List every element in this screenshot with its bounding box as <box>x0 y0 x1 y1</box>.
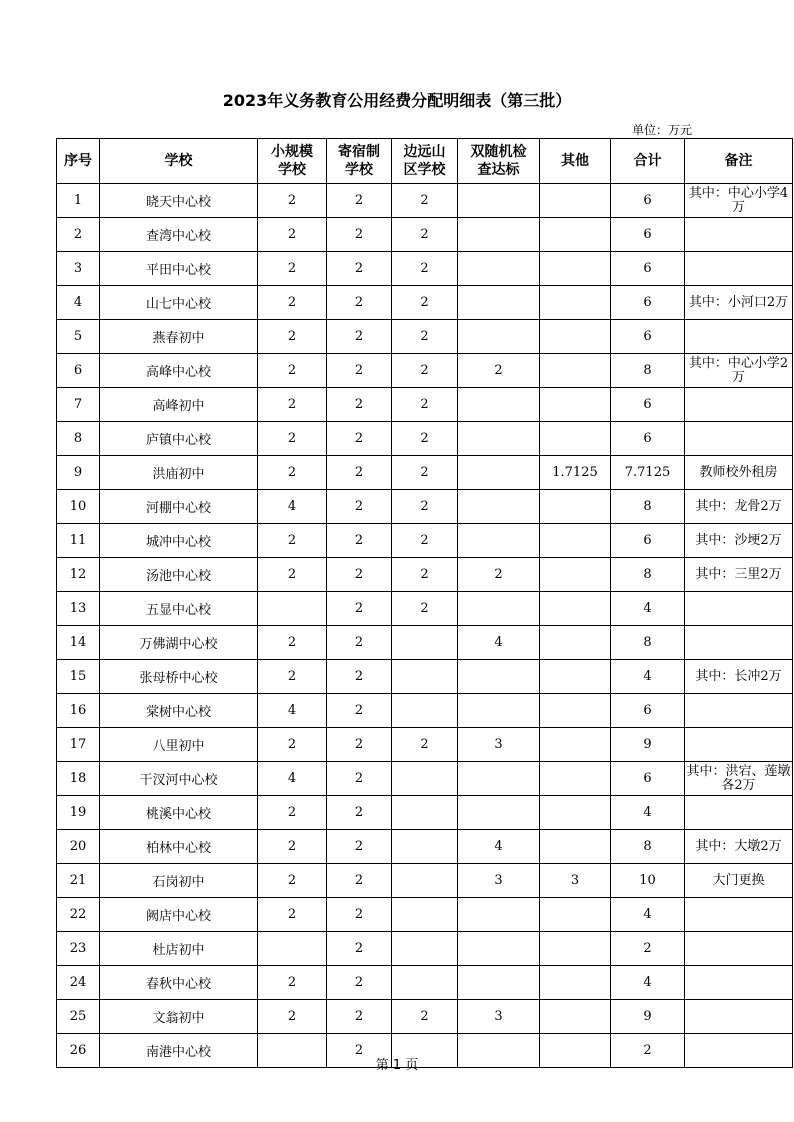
cell-no: 4 <box>57 286 100 320</box>
cell-small-scale: 2 <box>258 864 327 898</box>
cell-school: 晓天中心校 <box>100 184 258 218</box>
table-row <box>57 388 793 422</box>
cell-remarks <box>685 252 793 286</box>
cell-total: 8 <box>611 830 685 864</box>
cell-no: 22 <box>57 898 100 932</box>
table-row <box>57 626 793 660</box>
cell-boarding: 2 <box>327 660 392 694</box>
cell-no: 5 <box>57 320 100 354</box>
cell-boarding: 2 <box>327 184 392 218</box>
cell-other <box>540 184 611 218</box>
cell-small-scale: 2 <box>258 252 327 286</box>
cell-small-scale: 2 <box>258 728 327 762</box>
cell-check <box>458 490 540 524</box>
cell-boarding: 2 <box>327 558 392 592</box>
cell-total: 6 <box>611 694 685 728</box>
allocation-table <box>56 138 793 1068</box>
cell-school: 平田中心校 <box>100 252 258 286</box>
cell-remarks <box>685 1000 793 1034</box>
cell-total: 6 <box>611 422 685 456</box>
cell-check <box>458 184 540 218</box>
cell-total: 10 <box>611 864 685 898</box>
cell-small-scale: 2 <box>258 796 327 830</box>
cell-total: 8 <box>611 490 685 524</box>
cell-remote <box>392 626 458 660</box>
cell-remote: 2 <box>392 218 458 252</box>
cell-no: 13 <box>57 592 100 626</box>
cell-other <box>540 694 611 728</box>
cell-no: 26 <box>57 1034 100 1068</box>
cell-total: 6 <box>611 388 685 422</box>
cell-remote: 2 <box>392 558 458 592</box>
cell-total: 2 <box>611 932 685 966</box>
cell-check <box>458 762 540 796</box>
cell-remarks: 其中：小河口2万 <box>685 286 793 320</box>
cell-other <box>540 422 611 456</box>
cell-remote: 2 <box>392 388 458 422</box>
cell-remarks <box>685 388 793 422</box>
cell-remote: 2 <box>392 252 458 286</box>
cell-boarding: 2 <box>327 1000 392 1034</box>
cell-no: 10 <box>57 490 100 524</box>
header-remarks: 备注 <box>685 139 793 184</box>
cell-total: 8 <box>611 626 685 660</box>
cell-other <box>540 898 611 932</box>
cell-remarks <box>685 626 793 660</box>
cell-remarks: 其中：龙骨2万 <box>685 490 793 524</box>
cell-school: 石岗初中 <box>100 864 258 898</box>
cell-remote: 2 <box>392 490 458 524</box>
cell-boarding: 2 <box>327 694 392 728</box>
cell-school: 桃溪中心校 <box>100 796 258 830</box>
cell-small-scale: 2 <box>258 898 327 932</box>
cell-boarding: 2 <box>327 762 392 796</box>
cell-school: 城冲中心校 <box>100 524 258 558</box>
cell-small-scale: 2 <box>258 966 327 1000</box>
cell-remarks: 教师校外租房 <box>685 456 793 490</box>
cell-remote: 2 <box>392 592 458 626</box>
cell-total: 4 <box>611 592 685 626</box>
cell-boarding: 2 <box>327 422 392 456</box>
cell-remote <box>392 694 458 728</box>
cell-other <box>540 320 611 354</box>
cell-remarks: 其中：中心小学4万 <box>685 184 793 218</box>
cell-other <box>540 796 611 830</box>
cell-total: 6 <box>611 184 685 218</box>
cell-boarding: 2 <box>327 1034 392 1068</box>
unit-label: 单位：万元 <box>632 123 693 137</box>
cell-small-scale: 4 <box>258 694 327 728</box>
cell-check: 3 <box>458 1000 540 1034</box>
cell-remote <box>392 966 458 1000</box>
cell-check <box>458 898 540 932</box>
cell-remarks: 其中：三里2万 <box>685 558 793 592</box>
table-row <box>57 660 793 694</box>
cell-boarding: 2 <box>327 626 392 660</box>
cell-no: 20 <box>57 830 100 864</box>
table-row <box>57 252 793 286</box>
cell-school: 棠树中心校 <box>100 694 258 728</box>
cell-remarks: 其中：大墩2万 <box>685 830 793 864</box>
cell-other <box>540 524 611 558</box>
cell-check <box>458 388 540 422</box>
header-remote: 边远山 区学校 <box>392 139 458 184</box>
cell-total: 6 <box>611 218 685 252</box>
cell-check <box>458 796 540 830</box>
cell-check: 3 <box>458 728 540 762</box>
cell-check: 4 <box>458 830 540 864</box>
cell-check <box>458 218 540 252</box>
cell-remote: 2 <box>392 320 458 354</box>
cell-school: 张母桥中心校 <box>100 660 258 694</box>
cell-no: 3 <box>57 252 100 286</box>
cell-boarding: 2 <box>327 728 392 762</box>
cell-check <box>458 286 540 320</box>
cell-other <box>540 252 611 286</box>
cell-boarding: 2 <box>327 286 392 320</box>
cell-remote <box>392 660 458 694</box>
cell-school: 燕春初中 <box>100 320 258 354</box>
cell-other <box>540 932 611 966</box>
cell-total: 9 <box>611 728 685 762</box>
page-title: 2023年义务教育公用经费分配明细表（第三批） <box>222 91 572 110</box>
cell-small-scale: 2 <box>258 1000 327 1034</box>
cell-check <box>458 932 540 966</box>
cell-remarks <box>685 932 793 966</box>
table-row <box>57 932 793 966</box>
cell-school: 南港中心校 <box>100 1034 258 1068</box>
cell-small-scale: 2 <box>258 558 327 592</box>
cell-check <box>458 660 540 694</box>
cell-remote <box>392 830 458 864</box>
header-row <box>57 139 793 184</box>
cell-no: 17 <box>57 728 100 762</box>
cell-other <box>540 1000 611 1034</box>
cell-remarks <box>685 592 793 626</box>
table-row <box>57 320 793 354</box>
cell-school: 高峰初中 <box>100 388 258 422</box>
cell-remote <box>392 864 458 898</box>
cell-remarks <box>685 422 793 456</box>
table-row <box>57 728 793 762</box>
cell-school: 山七中心校 <box>100 286 258 320</box>
table-row <box>57 286 793 320</box>
cell-boarding: 2 <box>327 796 392 830</box>
header-check: 双随机检 查达标 <box>458 139 540 184</box>
cell-other <box>540 558 611 592</box>
cell-other <box>540 762 611 796</box>
cell-remarks: 其中：沙埂2万 <box>685 524 793 558</box>
cell-other <box>540 218 611 252</box>
cell-no: 21 <box>57 864 100 898</box>
table-row <box>57 694 793 728</box>
cell-boarding: 2 <box>327 354 392 388</box>
cell-no: 12 <box>57 558 100 592</box>
cell-small-scale: 2 <box>258 660 327 694</box>
cell-remote: 2 <box>392 456 458 490</box>
cell-total: 6 <box>611 286 685 320</box>
cell-small-scale: 4 <box>258 762 327 796</box>
cell-boarding: 2 <box>327 218 392 252</box>
cell-remote <box>392 932 458 966</box>
cell-boarding: 2 <box>327 388 392 422</box>
cell-small-scale: 2 <box>258 388 327 422</box>
cell-school: 万佛湖中心校 <box>100 626 258 660</box>
cell-remarks <box>685 728 793 762</box>
cell-no: 9 <box>57 456 100 490</box>
cell-school: 文翁初中 <box>100 1000 258 1034</box>
cell-school: 查湾中心校 <box>100 218 258 252</box>
cell-small-scale: 2 <box>258 524 327 558</box>
cell-boarding: 2 <box>327 592 392 626</box>
table-row <box>57 490 793 524</box>
cell-remote <box>392 762 458 796</box>
cell-boarding: 2 <box>327 864 392 898</box>
cell-school: 八里初中 <box>100 728 258 762</box>
table-row <box>57 592 793 626</box>
cell-check <box>458 524 540 558</box>
cell-small-scale: 2 <box>258 422 327 456</box>
cell-check <box>458 252 540 286</box>
cell-small-scale: 2 <box>258 286 327 320</box>
cell-small-scale <box>258 932 327 966</box>
header-small-scale: 小规模 学校 <box>258 139 327 184</box>
cell-other <box>540 830 611 864</box>
cell-remarks: 大门更换 <box>685 864 793 898</box>
cell-remote <box>392 796 458 830</box>
table-row <box>57 966 793 1000</box>
cell-total: 2 <box>611 1034 685 1068</box>
cell-no: 6 <box>57 354 100 388</box>
cell-total: 8 <box>611 558 685 592</box>
cell-remarks <box>685 796 793 830</box>
table-row <box>57 422 793 456</box>
cell-no: 2 <box>57 218 100 252</box>
table-row <box>57 558 793 592</box>
cell-boarding: 2 <box>327 898 392 932</box>
cell-total: 8 <box>611 354 685 388</box>
cell-total: 6 <box>611 320 685 354</box>
table-body <box>57 184 793 1068</box>
header-other: 其他 <box>540 139 611 184</box>
header-total: 合计 <box>611 139 685 184</box>
cell-small-scale: 2 <box>258 320 327 354</box>
cell-school: 干汊河中心校 <box>100 762 258 796</box>
cell-school: 五显中心校 <box>100 592 258 626</box>
cell-other <box>540 626 611 660</box>
cell-remarks <box>685 966 793 1000</box>
table-row <box>57 354 793 388</box>
cell-boarding: 2 <box>327 524 392 558</box>
cell-remarks: 其中：中心小学2万 <box>685 354 793 388</box>
table-row <box>57 864 793 898</box>
header-no: 序号 <box>57 139 100 184</box>
cell-other <box>540 286 611 320</box>
cell-remarks <box>685 218 793 252</box>
cell-small-scale <box>258 592 327 626</box>
cell-school: 庐镇中心校 <box>100 422 258 456</box>
cell-remarks <box>685 898 793 932</box>
header-boarding: 寄宿制 学校 <box>327 139 392 184</box>
cell-total: 6 <box>611 524 685 558</box>
cell-remarks <box>685 694 793 728</box>
header-school: 学校 <box>100 139 258 184</box>
cell-other <box>540 660 611 694</box>
cell-boarding: 2 <box>327 252 392 286</box>
cell-no: 19 <box>57 796 100 830</box>
page-footer: 第 1 页 <box>375 1058 419 1073</box>
cell-school: 春秋中心校 <box>100 966 258 1000</box>
cell-check <box>458 456 540 490</box>
cell-school: 高峰中心校 <box>100 354 258 388</box>
cell-remote: 2 <box>392 524 458 558</box>
cell-school: 汤池中心校 <box>100 558 258 592</box>
cell-boarding: 2 <box>327 490 392 524</box>
cell-check <box>458 320 540 354</box>
table-row <box>57 830 793 864</box>
cell-remote: 2 <box>392 184 458 218</box>
cell-check: 2 <box>458 354 540 388</box>
cell-school: 柏林中心校 <box>100 830 258 864</box>
cell-no: 24 <box>57 966 100 1000</box>
cell-no: 25 <box>57 1000 100 1034</box>
cell-no: 15 <box>57 660 100 694</box>
cell-check: 3 <box>458 864 540 898</box>
cell-boarding: 2 <box>327 456 392 490</box>
cell-check: 2 <box>458 558 540 592</box>
cell-total: 9 <box>611 1000 685 1034</box>
table-row <box>57 524 793 558</box>
table-row <box>57 898 793 932</box>
cell-school: 河棚中心校 <box>100 490 258 524</box>
cell-small-scale: 2 <box>258 354 327 388</box>
cell-other <box>540 388 611 422</box>
cell-other: 3 <box>540 864 611 898</box>
cell-remarks <box>685 320 793 354</box>
cell-no: 16 <box>57 694 100 728</box>
cell-other <box>540 592 611 626</box>
cell-small-scale: 4 <box>258 490 327 524</box>
cell-no: 23 <box>57 932 100 966</box>
table-row <box>57 184 793 218</box>
table-row <box>57 796 793 830</box>
cell-remote: 2 <box>392 354 458 388</box>
cell-remote: 2 <box>392 728 458 762</box>
cell-check <box>458 694 540 728</box>
cell-remote: 2 <box>392 422 458 456</box>
cell-small-scale: 2 <box>258 184 327 218</box>
cell-total: 4 <box>611 966 685 1000</box>
cell-remarks: 其中：洪宕、莲墩各2万 <box>685 762 793 796</box>
table-row <box>57 218 793 252</box>
cell-small-scale: 2 <box>258 626 327 660</box>
cell-other <box>540 490 611 524</box>
cell-other <box>540 728 611 762</box>
cell-other <box>540 966 611 1000</box>
table-row <box>57 456 793 490</box>
cell-boarding: 2 <box>327 966 392 1000</box>
table-row <box>57 762 793 796</box>
cell-other <box>540 354 611 388</box>
cell-no: 7 <box>57 388 100 422</box>
cell-remote: 2 <box>392 286 458 320</box>
cell-total: 7.7125 <box>611 456 685 490</box>
cell-remarks: 其中：长冲2万 <box>685 660 793 694</box>
cell-remote <box>392 898 458 932</box>
cell-no: 14 <box>57 626 100 660</box>
cell-boarding: 2 <box>327 320 392 354</box>
cell-total: 6 <box>611 252 685 286</box>
cell-no: 11 <box>57 524 100 558</box>
cell-remote: 2 <box>392 1000 458 1034</box>
cell-check <box>458 422 540 456</box>
cell-school: 阙店中心校 <box>100 898 258 932</box>
cell-check <box>458 966 540 1000</box>
cell-boarding: 2 <box>327 932 392 966</box>
cell-school: 洪庙初中 <box>100 456 258 490</box>
cell-school: 杜店初中 <box>100 932 258 966</box>
cell-total: 4 <box>611 898 685 932</box>
cell-no: 1 <box>57 184 100 218</box>
cell-small-scale: 2 <box>258 830 327 864</box>
cell-small-scale: 2 <box>258 218 327 252</box>
cell-no: 8 <box>57 422 100 456</box>
cell-no: 18 <box>57 762 100 796</box>
cell-other: 1.7125 <box>540 456 611 490</box>
cell-total: 4 <box>611 660 685 694</box>
cell-boarding: 2 <box>327 830 392 864</box>
cell-check: 4 <box>458 626 540 660</box>
cell-small-scale: 2 <box>258 456 327 490</box>
cell-check <box>458 592 540 626</box>
cell-total: 4 <box>611 796 685 830</box>
cell-total: 6 <box>611 762 685 796</box>
table-row <box>57 1000 793 1034</box>
